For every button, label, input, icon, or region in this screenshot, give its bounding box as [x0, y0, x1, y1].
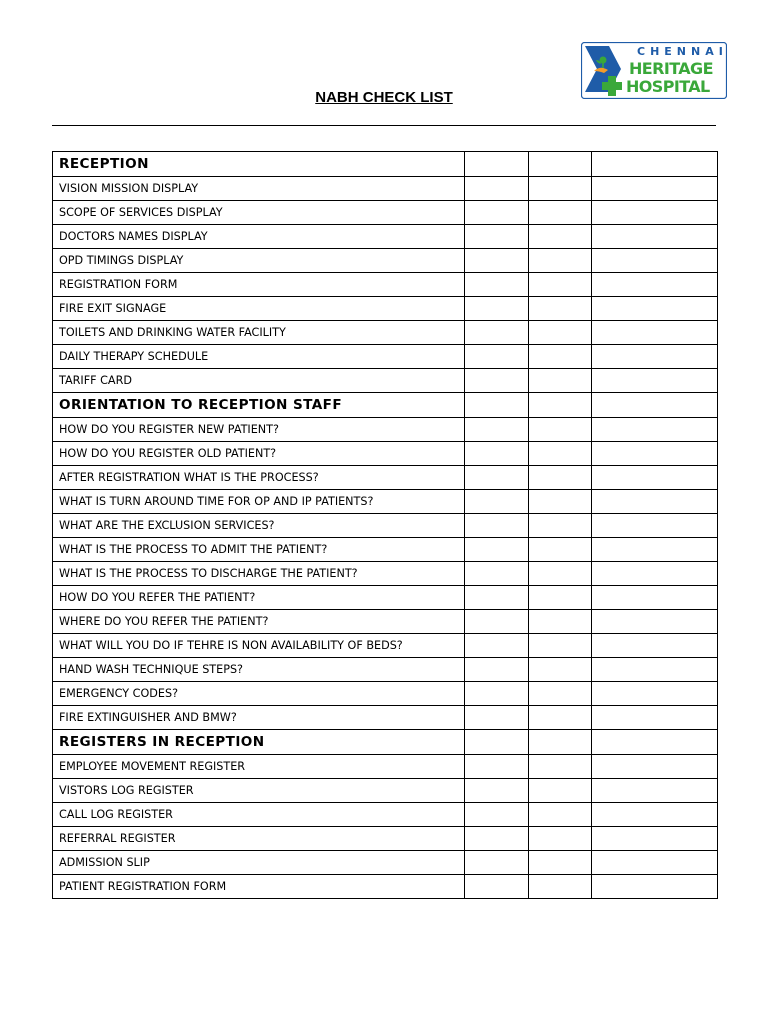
checklist-row	[53, 369, 718, 393]
check-cell[interactable]	[592, 297, 718, 321]
check-cell[interactable]	[465, 634, 529, 658]
check-cell[interactable]	[592, 345, 718, 369]
checklist-item-label: SCOPE OF SERVICES DISPLAY	[53, 201, 465, 225]
check-cell[interactable]	[529, 538, 592, 562]
check-cell[interactable]	[465, 779, 529, 803]
check-cell[interactable]	[465, 297, 529, 321]
check-cell[interactable]	[529, 297, 592, 321]
checklist-item-label: WHAT WILL YOU DO IF TEHRE IS NON AVAILABILITY OF BEDS?	[53, 634, 465, 658]
check-cell[interactable]	[592, 755, 718, 779]
checklist-row	[53, 225, 718, 249]
check-cell[interactable]	[529, 658, 592, 682]
check-cell[interactable]	[465, 610, 529, 634]
checklist-item-label: WHERE DO YOU REFER THE PATIENT?	[53, 610, 465, 634]
checklist-item-label: EMPLOYEE MOVEMENT REGISTER	[53, 755, 465, 779]
check-cell[interactable]	[529, 730, 592, 755]
check-cell[interactable]	[465, 658, 529, 682]
checklist-item-label: PATIENT REGISTRATION FORM	[53, 875, 465, 899]
title-divider	[52, 125, 716, 126]
checklist-row	[53, 538, 718, 562]
check-cell[interactable]	[529, 273, 592, 297]
check-cell[interactable]	[592, 321, 718, 345]
check-cell[interactable]	[465, 586, 529, 610]
checklist-row	[53, 875, 718, 899]
checklist-row	[53, 177, 718, 201]
check-cell[interactable]	[529, 393, 592, 418]
check-cell[interactable]	[529, 706, 592, 730]
check-cell[interactable]	[529, 827, 592, 851]
check-cell[interactable]	[529, 803, 592, 827]
checklist-item-label: CALL LOG REGISTER	[53, 803, 465, 827]
checklist-item-label: HOW DO YOU REGISTER OLD PATIENT?	[53, 442, 465, 466]
checklist-item-label: OPD TIMINGS DISPLAY	[53, 249, 465, 273]
checklist-body	[53, 152, 718, 899]
check-cell[interactable]	[529, 225, 592, 249]
checklist-row	[53, 514, 718, 538]
check-cell[interactable]	[592, 682, 718, 706]
checklist-item-label: DAILY THERAPY SCHEDULE	[53, 345, 465, 369]
check-cell[interactable]	[465, 706, 529, 730]
check-cell[interactable]	[592, 152, 718, 177]
check-cell[interactable]	[592, 514, 718, 538]
check-cell[interactable]	[529, 514, 592, 538]
check-cell[interactable]	[592, 177, 718, 201]
checklist-row	[53, 706, 718, 730]
check-cell[interactable]	[465, 827, 529, 851]
checklist-row	[53, 634, 718, 658]
check-cell[interactable]	[529, 152, 592, 177]
logo-line-heritage: HERITAGE	[629, 59, 713, 78]
check-cell[interactable]	[529, 610, 592, 634]
check-cell[interactable]	[465, 851, 529, 875]
check-cell[interactable]	[592, 562, 718, 586]
check-cell[interactable]	[465, 490, 529, 514]
check-cell[interactable]	[465, 730, 529, 755]
checklist-row	[53, 803, 718, 827]
check-cell[interactable]	[529, 875, 592, 899]
check-cell[interactable]	[592, 730, 718, 755]
checklist-item-label: DOCTORS NAMES DISPLAY	[53, 225, 465, 249]
checklist-item-label: HAND WASH TECHNIQUE STEPS?	[53, 658, 465, 682]
checklist-row	[53, 201, 718, 225]
checklist-item-label: WHAT IS THE PROCESS TO DISCHARGE THE PATIENT?	[53, 562, 465, 586]
check-cell[interactable]	[592, 634, 718, 658]
checklist-row	[53, 321, 718, 345]
check-cell[interactable]	[592, 538, 718, 562]
check-cell[interactable]	[529, 755, 592, 779]
check-cell[interactable]	[529, 466, 592, 490]
check-cell[interactable]	[592, 658, 718, 682]
check-cell[interactable]	[592, 273, 718, 297]
checklist-item-label: WHAT IS THE PROCESS TO ADMIT THE PATIENT?	[53, 538, 465, 562]
logo-line-hospital: HOSPITAL	[626, 77, 710, 96]
check-cell[interactable]	[529, 851, 592, 875]
check-cell[interactable]	[465, 875, 529, 899]
checklist-item-label: HOW DO YOU REFER THE PATIENT?	[53, 586, 465, 610]
section-heading: RECEPTION	[53, 152, 465, 177]
checklist-item-label: FIRE EXIT SIGNAGE	[53, 297, 465, 321]
check-cell[interactable]	[465, 273, 529, 297]
check-cell[interactable]	[592, 466, 718, 490]
section-header-row	[53, 730, 718, 755]
checklist-row	[53, 466, 718, 490]
check-cell[interactable]	[529, 562, 592, 586]
check-cell[interactable]	[592, 875, 718, 899]
checklist-row	[53, 297, 718, 321]
checklist-row	[53, 755, 718, 779]
section-header-row	[53, 152, 718, 177]
checklist-item-label: REGISTRATION FORM	[53, 273, 465, 297]
check-cell[interactable]	[529, 369, 592, 393]
check-cell[interactable]	[592, 369, 718, 393]
checklist-row	[53, 682, 718, 706]
check-cell[interactable]	[592, 827, 718, 851]
check-cell[interactable]	[529, 442, 592, 466]
page-title: NABH CHECK LIST	[315, 89, 453, 106]
check-cell[interactable]	[465, 418, 529, 442]
check-cell[interactable]	[465, 755, 529, 779]
checklist-item-label: TARIFF CARD	[53, 369, 465, 393]
check-cell[interactable]	[529, 586, 592, 610]
check-cell[interactable]	[529, 490, 592, 514]
checklist-item-label: FIRE EXTINGUISHER AND BMW?	[53, 706, 465, 730]
checklist-table	[52, 151, 718, 899]
checklist-row	[53, 562, 718, 586]
section-heading: REGISTERS IN RECEPTION	[53, 730, 465, 755]
checklist-item-label: AFTER REGISTRATION WHAT IS THE PROCESS?	[53, 466, 465, 490]
check-cell[interactable]	[465, 321, 529, 345]
check-cell[interactable]	[592, 586, 718, 610]
check-cell[interactable]	[592, 706, 718, 730]
checklist-item-label: WHAT IS TURN AROUND TIME FOR OP AND IP PATIENTS?	[53, 490, 465, 514]
checklist-item-label: VISION MISSION DISPLAY	[53, 177, 465, 201]
check-cell[interactable]	[592, 803, 718, 827]
check-cell[interactable]	[529, 321, 592, 345]
check-cell[interactable]	[465, 177, 529, 201]
checklist-row	[53, 658, 718, 682]
check-cell[interactable]	[465, 225, 529, 249]
checklist-row	[53, 418, 718, 442]
check-cell[interactable]	[592, 442, 718, 466]
check-cell[interactable]	[465, 345, 529, 369]
checklist-row	[53, 490, 718, 514]
check-cell[interactable]	[529, 682, 592, 706]
section-header-row	[53, 393, 718, 418]
checklist-item-label: EMERGENCY CODES?	[53, 682, 465, 706]
check-cell[interactable]	[465, 369, 529, 393]
checklist-item-label: VISTORS LOG REGISTER	[53, 779, 465, 803]
check-cell[interactable]	[465, 466, 529, 490]
checklist-item-label: WHAT ARE THE EXCLUSION SERVICES?	[53, 514, 465, 538]
check-cell[interactable]	[465, 393, 529, 418]
checklist-row	[53, 442, 718, 466]
check-cell[interactable]	[465, 442, 529, 466]
checklist-item-label: TOILETS AND DRINKING WATER FACILITY	[53, 321, 465, 345]
check-cell[interactable]	[529, 345, 592, 369]
checklist-row	[53, 851, 718, 875]
checklist-row	[53, 586, 718, 610]
check-cell[interactable]	[465, 201, 529, 225]
check-cell[interactable]	[592, 249, 718, 273]
check-cell[interactable]	[465, 538, 529, 562]
check-cell[interactable]	[529, 201, 592, 225]
check-cell[interactable]	[529, 634, 592, 658]
check-cell[interactable]	[592, 779, 718, 803]
check-cell[interactable]	[592, 418, 718, 442]
check-cell[interactable]	[592, 225, 718, 249]
logo-line-chennai: CHENNAI	[637, 45, 728, 58]
check-cell[interactable]	[592, 393, 718, 418]
checklist-item-label: HOW DO YOU REGISTER NEW PATIENT?	[53, 418, 465, 442]
check-cell[interactable]	[529, 418, 592, 442]
checklist-row	[53, 610, 718, 634]
check-cell[interactable]	[465, 682, 529, 706]
check-cell[interactable]	[592, 490, 718, 514]
check-cell[interactable]	[465, 803, 529, 827]
checklist-row	[53, 249, 718, 273]
checklist-row	[53, 827, 718, 851]
checklist-item-label: REFERRAL REGISTER	[53, 827, 465, 851]
check-cell[interactable]	[465, 514, 529, 538]
check-cell[interactable]	[529, 249, 592, 273]
check-cell[interactable]	[592, 201, 718, 225]
checklist-item-label: ADMISSION SLIP	[53, 851, 465, 875]
check-cell[interactable]	[592, 851, 718, 875]
check-cell[interactable]	[592, 610, 718, 634]
check-cell[interactable]	[529, 779, 592, 803]
checklist-row	[53, 779, 718, 803]
check-cell[interactable]	[529, 177, 592, 201]
check-cell[interactable]	[465, 249, 529, 273]
section-heading: ORIENTATION TO RECEPTION STAFF	[53, 393, 465, 418]
checklist-row	[53, 345, 718, 369]
checklist-row	[53, 273, 718, 297]
check-cell[interactable]	[465, 152, 529, 177]
check-cell[interactable]	[465, 562, 529, 586]
